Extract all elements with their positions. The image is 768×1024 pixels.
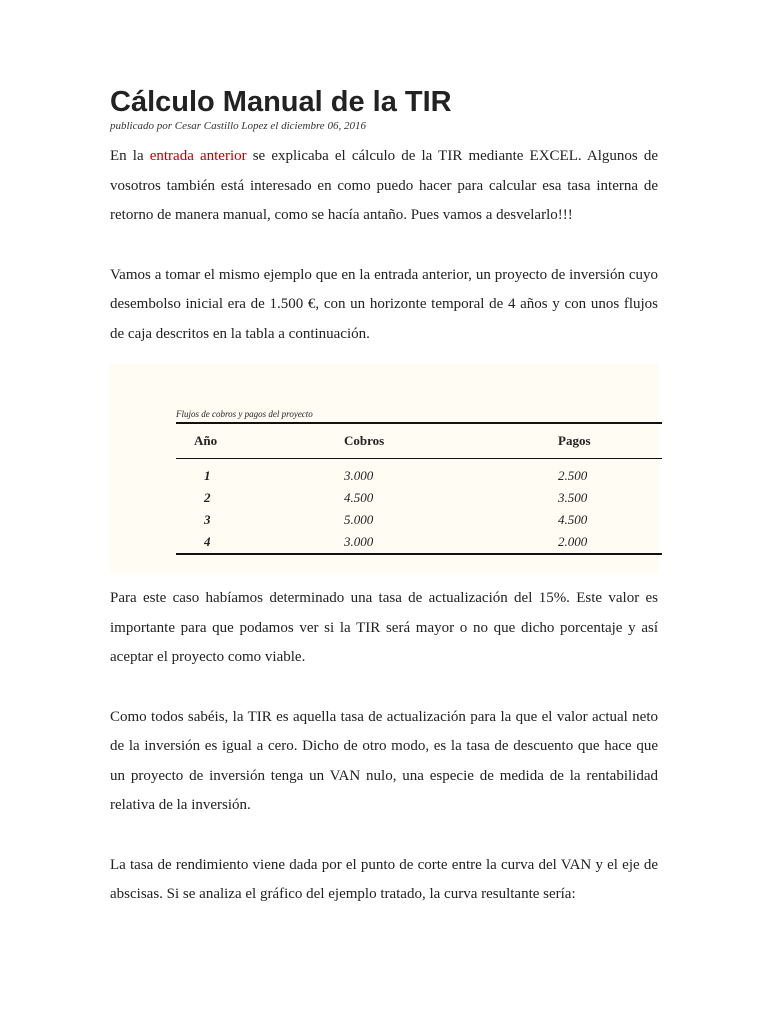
table-row bbox=[176, 459, 662, 488]
article-continuation bbox=[110, 584, 658, 910]
paragraph-discount-rate: Para este caso habíamos determinado una tasa de actualización del 15%. Este valor es importante para que podamos ver si la TIR será mayor o no que dicho porcentaje y así aceptar el proyecto como viable. bbox=[110, 590, 658, 665]
cell-income: 4.500 bbox=[344, 490, 374, 505]
cell-payments: 3.500 bbox=[558, 490, 588, 505]
table-header-row bbox=[176, 424, 662, 459]
article-body bbox=[110, 84, 658, 349]
intro-text-start: En la bbox=[110, 148, 150, 164]
cell-year: 2 bbox=[204, 490, 211, 505]
cell-income: 3.000 bbox=[344, 468, 374, 483]
table-caption: Flujos de cobros y pagos del proyecto bbox=[176, 406, 662, 424]
header-payments: Pagos bbox=[558, 424, 662, 459]
intro-text-end: se explicaba el cálculo de la TIR mediante EXCEL. Algunos de vosotros también está interesado en como puedo hacer para calcular esa tasa interna de retorno de manera manual, como se hacía antaño. Pues vamos a desvelarlo!!! bbox=[110, 148, 658, 223]
header-income: Cobros bbox=[344, 424, 558, 459]
table-row bbox=[176, 531, 662, 554]
cell-year: 3 bbox=[204, 512, 211, 527]
byline: publicado por Cesar Castillo Lopez el diciembre 06, 2016 bbox=[110, 120, 366, 132]
cash-flow-table bbox=[176, 406, 662, 555]
cell-year: 1 bbox=[204, 468, 211, 483]
cell-year: 4 bbox=[176, 531, 344, 554]
cell-payments: 2.000 bbox=[558, 531, 662, 554]
table-row bbox=[176, 509, 662, 531]
page-title: Cálculo Manual de la TIR bbox=[110, 86, 452, 118]
paragraph-tir-definition: Como todos sabéis, la TIR es aquella tasa de actualización para la que el valor actual neto de la inversión es igual a cero. Dicho de otro modo, es la tasa de descuento que hace que un proyecto de inversión tenga un VAN nulo, una especie de medida de la rentabilidad relativa de la inversión. bbox=[110, 708, 658, 813]
paragraph-intro bbox=[110, 142, 658, 231]
paragraph-example: Vamos a tomar el mismo ejemplo que en la entrada anterior, un proyecto de inversión cuyo desembolso inicial era de 1.500 €, con un horizonte temporal de 4 años y con unos flujos de caja descritos en la tabla a continuación. bbox=[110, 266, 658, 342]
cell-payments: 2.500 bbox=[558, 468, 588, 483]
previous-entry-link[interactable]: entrada anterior bbox=[149, 148, 247, 164]
cell-income: 3.000 bbox=[344, 531, 558, 554]
cell-payments: 4.500 bbox=[558, 512, 588, 527]
cash-flow-grid bbox=[176, 424, 662, 555]
table-row bbox=[176, 487, 662, 509]
paragraph-van-curve: La tasa de rendimiento viene dada por el punto de corte entre la curva del VAN y el eje de abscisas. Si se analiza el gráfico del ejemplo tratado, la curva resultante sería: bbox=[110, 856, 658, 902]
header-year: Año bbox=[176, 424, 344, 459]
cell-income: 5.000 bbox=[344, 512, 374, 527]
